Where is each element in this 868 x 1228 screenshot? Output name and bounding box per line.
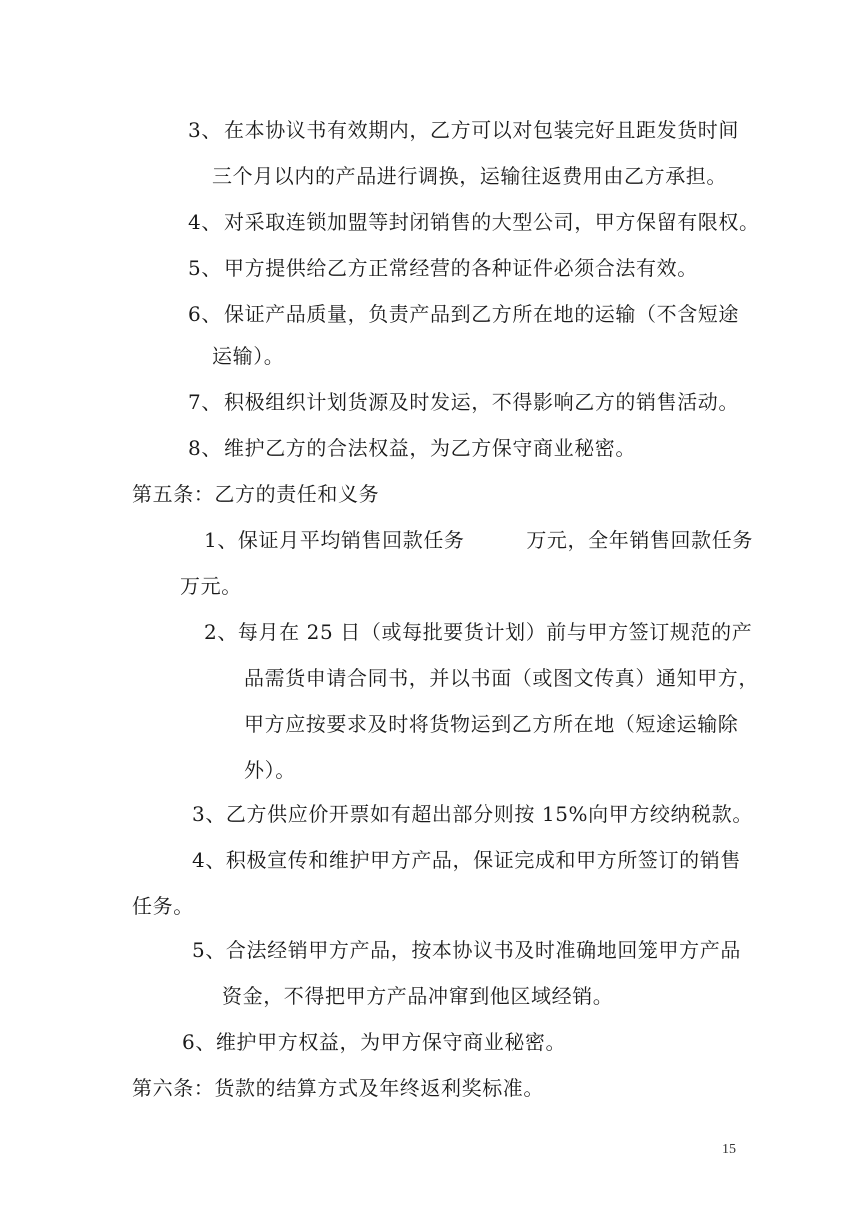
list-item-3 [188,116,739,144]
item-number: 3、 [188,118,222,142]
text-line: 3、乙方供应价开票如有超出部分则按 15%向甲方绞纳税款。 [192,802,753,826]
text-line: 任务。 [132,894,194,918]
section-heading-6: 第六条：货款的结算方式及年终返利奖标准。 [132,1076,544,1100]
item-number: 8、 [188,436,222,460]
list-item-6 [188,300,739,328]
item-text: 甲方提供给乙方正常经营的各种证件必须合法有效。 [224,256,698,280]
item-text: 积极组织计划货源及时发运，不得影响乙方的销售活动。 [224,390,739,414]
text-line: 外）。 [244,758,296,782]
text-line: 资金，不得把甲方产品冲窜到他区域经销。 [222,984,614,1008]
text-line: 品需货申请合同书，并以书面（或图文传真）通知甲方， [244,666,759,690]
item-text: 维护乙方的合法权益，为乙方保守商业秘密。 [224,436,636,460]
list-item-5 [188,254,698,282]
text-line: 5、合法经销甲方产品，按本协议书及时准确地回笼甲方产品 [192,938,741,962]
text-line: 三个月以内的产品进行调换，运输往返费用由乙方承担。 [212,164,727,188]
item-number: 7、 [188,390,222,414]
text-line: 2、每月在 25 日（或每批要货计划）前与甲方签订规范的产 [204,620,753,644]
text-line: 甲方应按要求及时将货物运到乙方所在地（短途运输除 [244,712,739,736]
item-number: 5、 [188,256,222,280]
text-line: 4、积极宣传和维护甲方产品，保证完成和甲方所签订的销售 [192,848,741,872]
list-item-7 [188,388,739,416]
page-number: 15 [722,1142,736,1157]
list-item-4 [188,208,760,236]
item-text: 保证产品质量，负责产品到乙方所在地的运输（不含短途 [224,302,739,326]
text-line: 运输）。 [212,344,285,368]
item-text: 在本协议书有效期内，乙方可以对包装完好且距发货时间 [224,118,739,142]
text-line: 万元。 [180,574,242,598]
item-text: 对采取连锁加盟等封闭销售的大型公司，甲方保留有限权。 [224,210,760,234]
list-item-8 [188,434,636,462]
item-number: 6、 [188,302,222,326]
section-heading-5: 第五条：乙方的责任和义务 [132,482,380,506]
text-line: 1、保证月平均销售回款任务 万元，全年销售回款任务 [204,528,753,552]
text-line: 6、维护甲方权益，为甲方保守商业秘密。 [182,1030,567,1054]
item-number: 4、 [188,210,222,234]
